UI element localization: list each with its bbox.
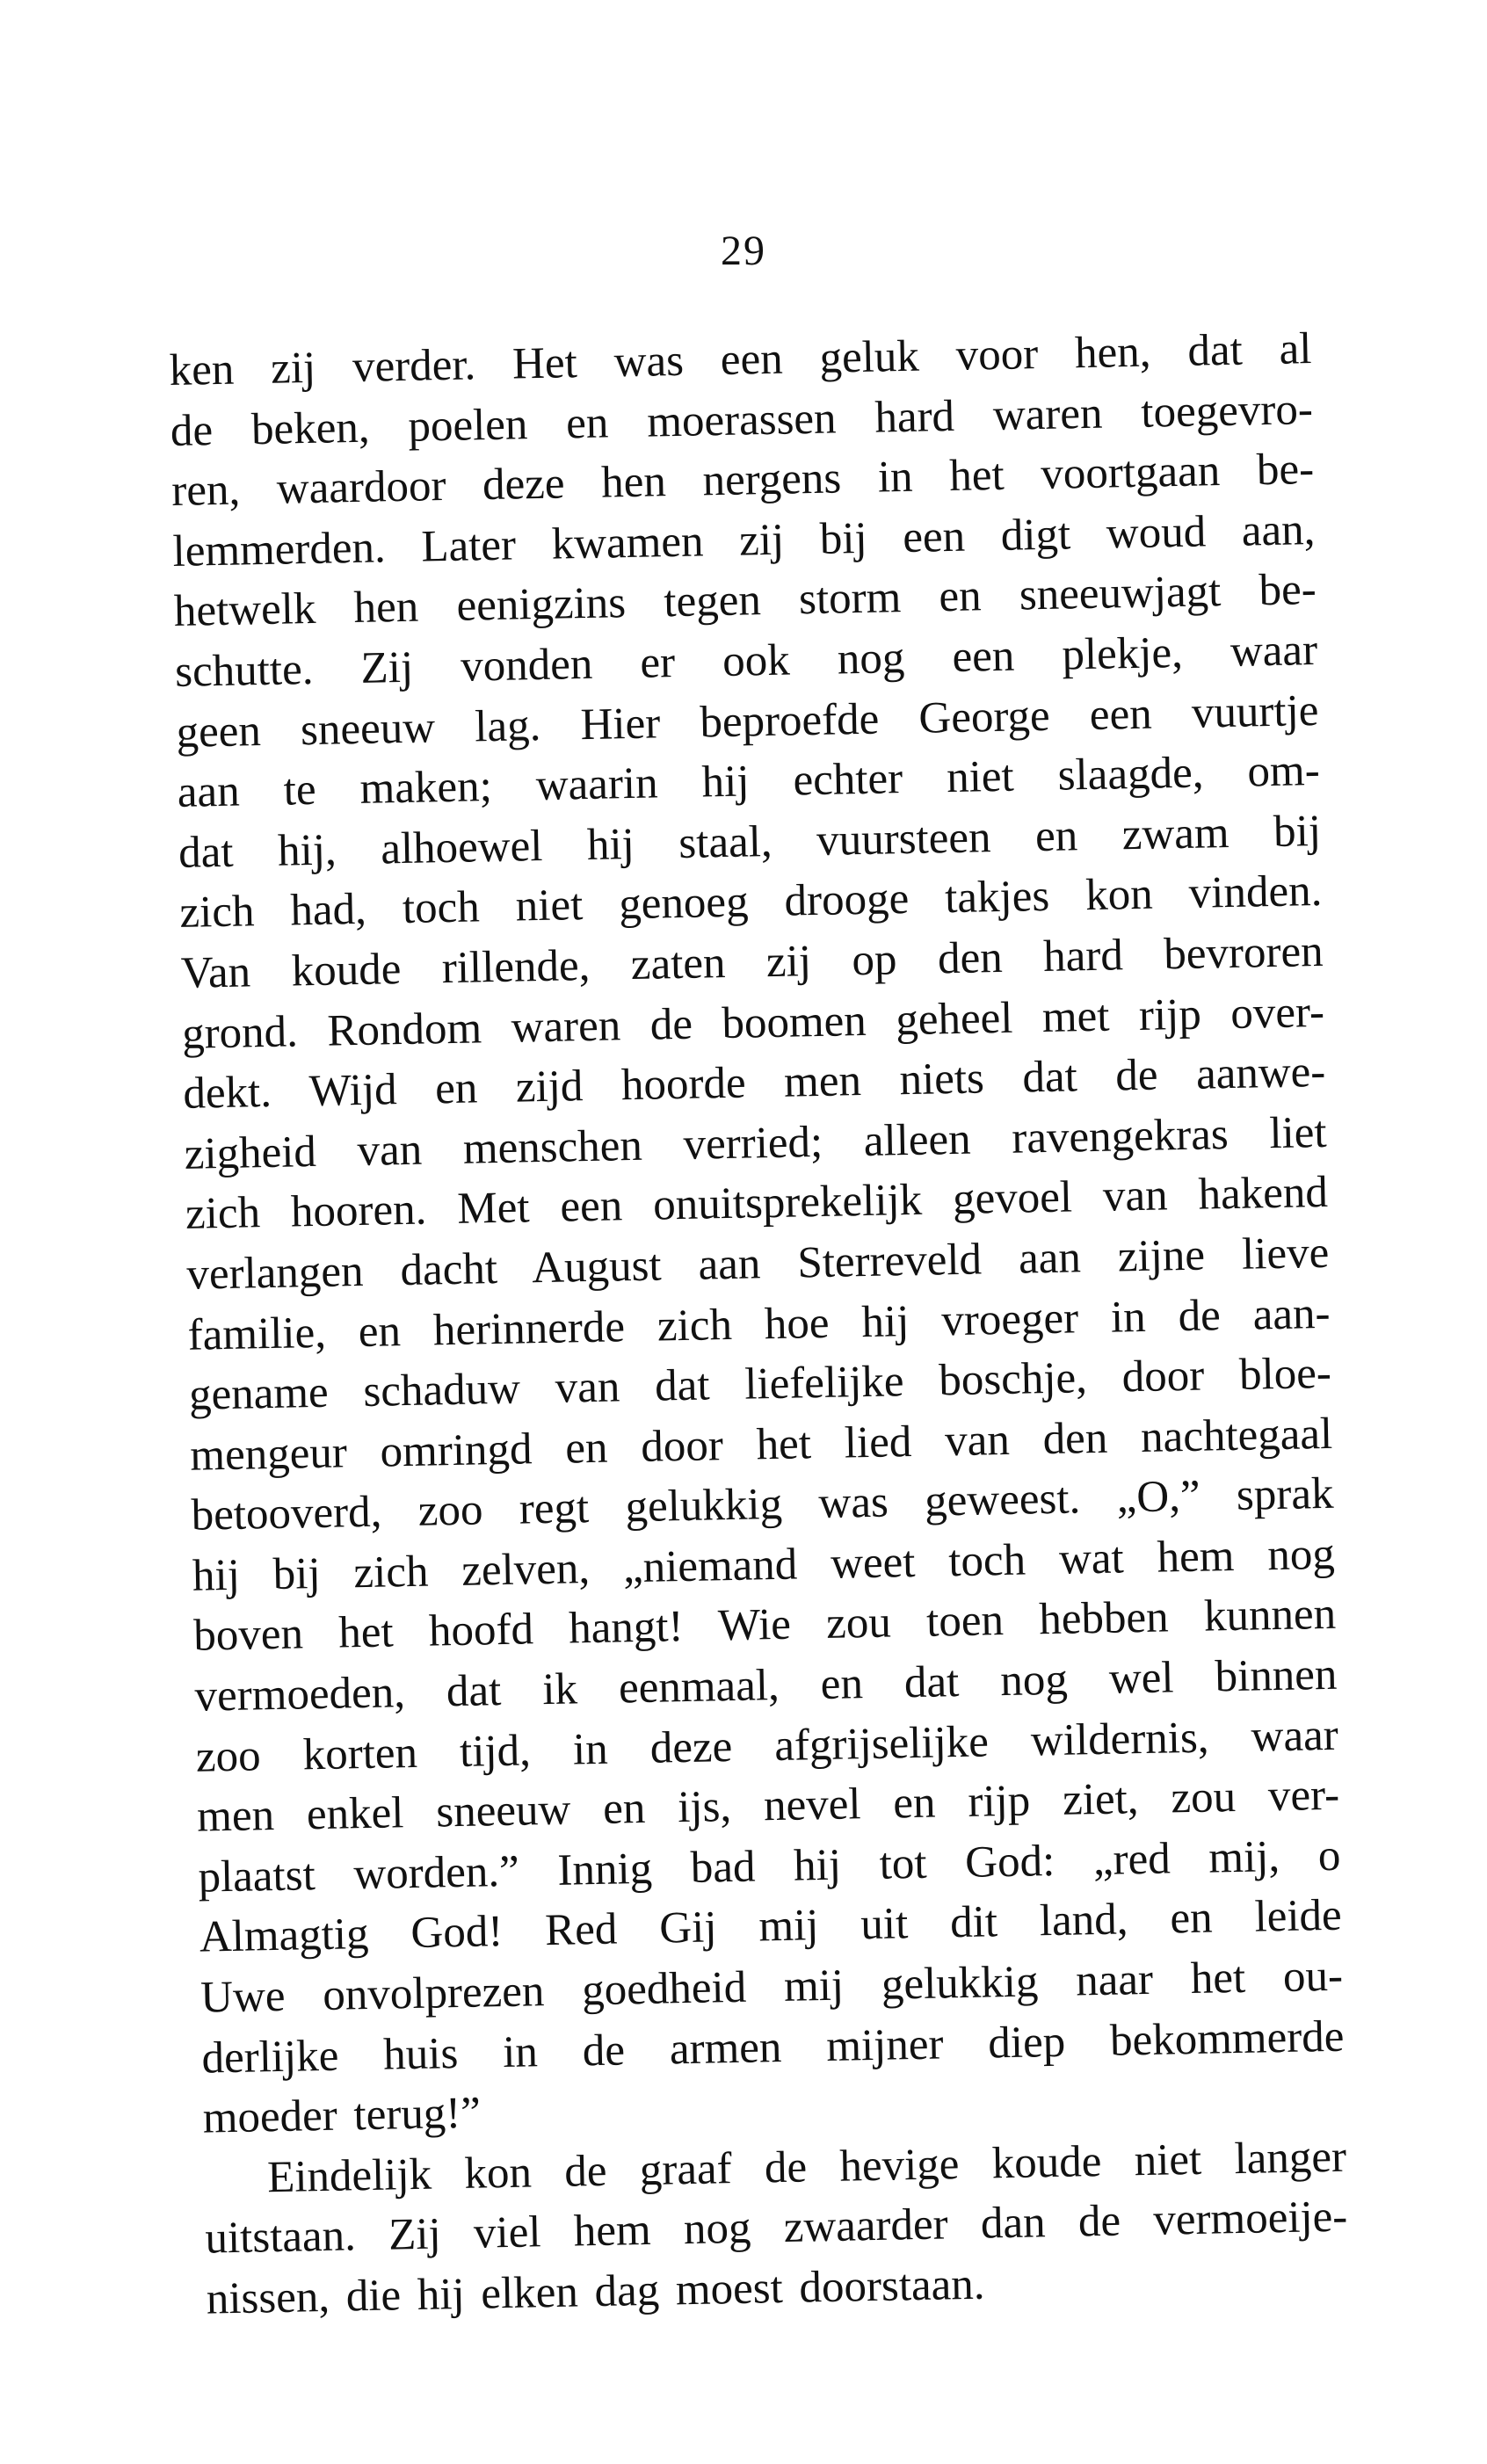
text-line: mengeur omringd en door het lied van den nachtegaal (189, 1409, 1333, 1481)
text-line: derlijke huis in de armen mijner diep bekommerde (200, 2011, 1345, 2084)
text-line: Uwe onvolprezen goedheid mij gelukkig naar het ou- (199, 1951, 1344, 2023)
body-text (169, 319, 1349, 2330)
text-line: ren, waardoor deze hen nergens in het voortgaan be- (170, 445, 1315, 517)
page-number: 29 (721, 228, 766, 274)
text-line: familie, en herinnerde zich hoe hij vroeger in de aan- (187, 1288, 1331, 1360)
paragraph (204, 2127, 1350, 2330)
text-line: zich had, toch niet genoeg drooge takjes kon vinden. (178, 866, 1323, 938)
text-line: vermoeden, dat ik eenmaal, en dat nog wel binnen (194, 1649, 1338, 1721)
text-line: betooverd, zoo regt gelukkig was geweest. „O,” sprak (191, 1469, 1334, 1541)
text-line: de beken, poelen en moerassen hard waren toegevro- (170, 384, 1314, 456)
text-line: lemmerden. Later kwamen zij bij een digt woud aan, (172, 504, 1316, 576)
text-line: schutte. Zij vonden er ook nog een plekje, waar (174, 625, 1318, 697)
text-line: Eindelijk kon de graaf de hevige koude niet langer (266, 2132, 1347, 2203)
text-line: uitstaan. Zij viel hem nog zwaarder dan de vermoeije- (204, 2192, 1348, 2265)
text-line: plaatst worden.” Innig bad hij tot God: „red mij, o (198, 1830, 1341, 1902)
text-line: boven het hoofd hangt! Wie zou toen hebben kunnen (192, 1590, 1337, 1662)
text-line: Van koude rillende, zaten zij op den hard bevroren (180, 926, 1324, 998)
text-line: gename schaduw van dat liefelijke boschje, door bloe- (188, 1348, 1332, 1420)
text-line: Almagtig God! Red Gij mij uit dit land, en leide (199, 1891, 1343, 1963)
text-line: zich hooren. Met een onuitsprekelijk gevoel van hakend (185, 1168, 1329, 1240)
text-line: geen sneeuw lag. Hier beproefde George een vuurtje (176, 685, 1319, 757)
text-line: zoo korten tijd, in deze afgrijselijke wildernis, waar (195, 1710, 1339, 1782)
text-line: moeder terug!” (202, 2088, 482, 2143)
text-line: verlangen dacht August aan Sterreveld aan zijne lieve (185, 1228, 1330, 1300)
text-line: hetwelk hen eenigzins tegen storm en sneeuwjagt be- (173, 565, 1317, 637)
text-line: men enkel sneeuw en ijs, nevel en rijp ziet, zou ver- (196, 1770, 1340, 1842)
text-line: dekt. Wijd en zijd hoorde men niets dat de aanwe- (182, 1047, 1326, 1119)
paragraph (169, 319, 1346, 2149)
text-line: zigheid van menschen verried; alleen ravengekras liet (184, 1107, 1328, 1179)
text-line: aan te maken; waarin hij echter niet slaagde, om- (177, 746, 1321, 818)
text-line: ken zij verder. Het was een geluk voor hen, dat al (169, 324, 1312, 395)
text-line: grond. Rondom waren de boomen geheel met rijp over- (181, 987, 1325, 1059)
text-line: nissen, die hij elken dag moest doorstaan. (206, 2259, 985, 2324)
text-line: dat hij, alhoewel hij staal, vuursteen en zwam bij (178, 806, 1322, 878)
text-line: hij bij zich zelven, „niemand weet toch wat hem nog (192, 1529, 1336, 1601)
